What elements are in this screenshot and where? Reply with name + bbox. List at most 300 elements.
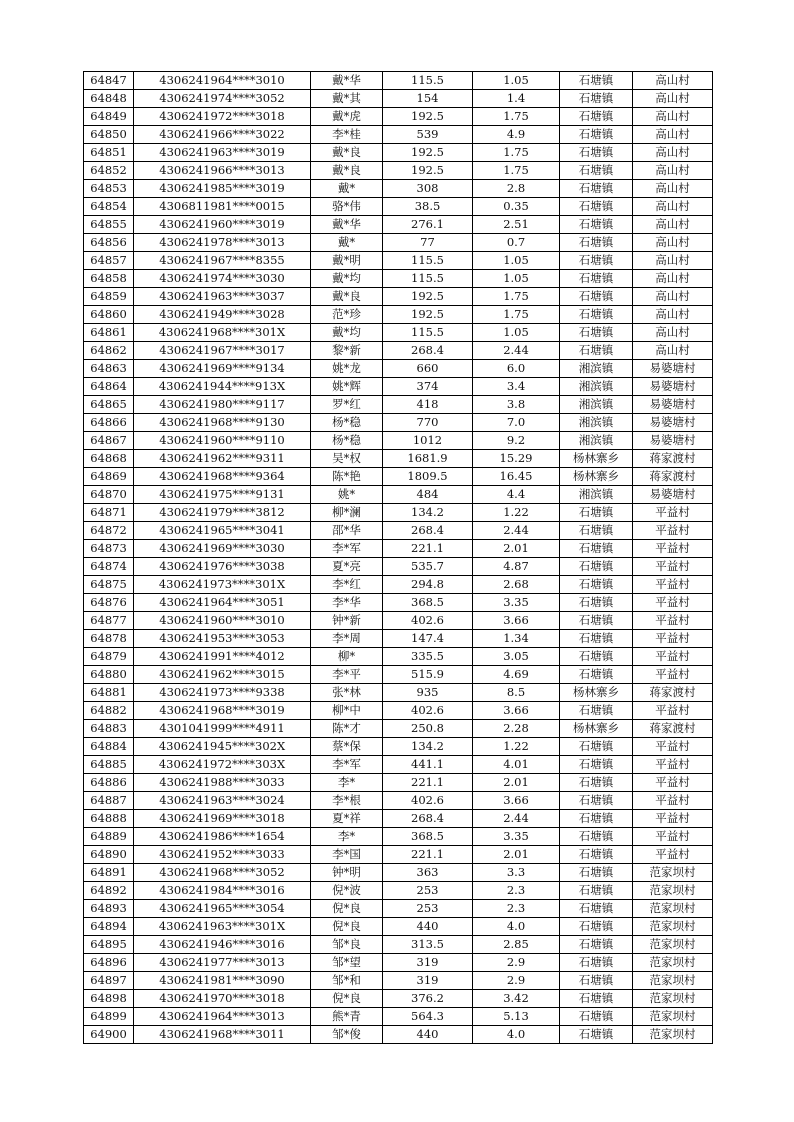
amount-cell: 3.66: [473, 702, 560, 720]
area-cell: 418: [383, 396, 473, 414]
name-cell: 邹*俊: [311, 1026, 383, 1044]
town-cell: 石塘镇: [560, 252, 633, 270]
village-cell: 平益村: [633, 846, 713, 864]
table-row: [84, 90, 713, 108]
table-row: [84, 144, 713, 162]
table-row: [84, 432, 713, 450]
serial-number-cell: 64864: [84, 378, 134, 396]
area-cell: 402.6: [383, 792, 473, 810]
serial-number-cell: 64867: [84, 432, 134, 450]
serial-number-cell: 64874: [84, 558, 134, 576]
name-cell: 柳*澜: [311, 504, 383, 522]
name-cell: 夏*亮: [311, 558, 383, 576]
serial-number-cell: 64875: [84, 576, 134, 594]
name-cell: 戴*良: [311, 162, 383, 180]
table-row: [84, 324, 713, 342]
amount-cell: 3.8: [473, 396, 560, 414]
area-cell: 368.5: [383, 828, 473, 846]
name-cell: 倪*良: [311, 990, 383, 1008]
name-cell: 戴*虎: [311, 108, 383, 126]
area-cell: 539: [383, 126, 473, 144]
area-cell: 402.6: [383, 702, 473, 720]
village-cell: 高山村: [633, 72, 713, 90]
serial-number-cell: 64868: [84, 450, 134, 468]
serial-number-cell: 64879: [84, 648, 134, 666]
town-cell: 杨林寨乡: [560, 684, 633, 702]
table-row: [84, 594, 713, 612]
serial-number-cell: 64852: [84, 162, 134, 180]
village-cell: 高山村: [633, 126, 713, 144]
amount-cell: 0.7: [473, 234, 560, 252]
serial-number-cell: 64895: [84, 936, 134, 954]
amount-cell: 16.45: [473, 468, 560, 486]
village-cell: 平益村: [633, 576, 713, 594]
area-cell: 1809.5: [383, 468, 473, 486]
amount-cell: 2.85: [473, 936, 560, 954]
village-cell: 范家坝村: [633, 918, 713, 936]
amount-cell: 1.34: [473, 630, 560, 648]
town-cell: 石塘镇: [560, 144, 633, 162]
village-cell: 平益村: [633, 630, 713, 648]
amount-cell: 3.42: [473, 990, 560, 1008]
id-card-cell: 4306241972****303X: [134, 756, 311, 774]
serial-number-cell: 64857: [84, 252, 134, 270]
area-cell: 313.5: [383, 936, 473, 954]
id-card-cell: 4306241963****301X: [134, 918, 311, 936]
village-cell: 平益村: [633, 774, 713, 792]
town-cell: 石塘镇: [560, 936, 633, 954]
id-card-cell: 4306241967****3017: [134, 342, 311, 360]
amount-cell: 2.44: [473, 342, 560, 360]
table-row: [84, 162, 713, 180]
amount-cell: 3.35: [473, 828, 560, 846]
amount-cell: 0.35: [473, 198, 560, 216]
area-cell: 402.6: [383, 612, 473, 630]
village-cell: 高山村: [633, 252, 713, 270]
town-cell: 石塘镇: [560, 990, 633, 1008]
id-card-cell: 4306241962****3015: [134, 666, 311, 684]
serial-number-cell: 64898: [84, 990, 134, 1008]
town-cell: 杨林寨乡: [560, 720, 633, 738]
serial-number-cell: 64894: [84, 918, 134, 936]
village-cell: 范家坝村: [633, 900, 713, 918]
name-cell: 戴*均: [311, 270, 383, 288]
village-cell: 平益村: [633, 594, 713, 612]
serial-number-cell: 64849: [84, 108, 134, 126]
table-row: [84, 234, 713, 252]
name-cell: 姚*辉: [311, 378, 383, 396]
serial-number-cell: 64848: [84, 90, 134, 108]
town-cell: 石塘镇: [560, 648, 633, 666]
serial-number-cell: 64887: [84, 792, 134, 810]
name-cell: 邹*望: [311, 954, 383, 972]
name-cell: 钟*新: [311, 612, 383, 630]
village-cell: 易婆塘村: [633, 414, 713, 432]
name-cell: 柳*中: [311, 702, 383, 720]
table-row: [84, 648, 713, 666]
village-cell: 高山村: [633, 198, 713, 216]
town-cell: 石塘镇: [560, 288, 633, 306]
amount-cell: 3.66: [473, 792, 560, 810]
area-cell: 935: [383, 684, 473, 702]
area-cell: 253: [383, 882, 473, 900]
area-cell: 276.1: [383, 216, 473, 234]
table-row: [84, 810, 713, 828]
name-cell: 戴*: [311, 180, 383, 198]
area-cell: 440: [383, 1026, 473, 1044]
table-row: [84, 216, 713, 234]
id-card-cell: 4306241986****1654: [134, 828, 311, 846]
name-cell: 柳*: [311, 648, 383, 666]
id-card-cell: 4306241979****3812: [134, 504, 311, 522]
town-cell: 石塘镇: [560, 810, 633, 828]
area-cell: 440: [383, 918, 473, 936]
amount-cell: 6.0: [473, 360, 560, 378]
id-card-cell: 4306241972****3018: [134, 108, 311, 126]
area-cell: 253: [383, 900, 473, 918]
id-card-cell: 4306241962****9311: [134, 450, 311, 468]
serial-number-cell: 64853: [84, 180, 134, 198]
amount-cell: 2.3: [473, 900, 560, 918]
serial-number-cell: 64897: [84, 972, 134, 990]
id-card-cell: 4306241963****3037: [134, 288, 311, 306]
village-cell: 高山村: [633, 342, 713, 360]
table-row: [84, 612, 713, 630]
name-cell: 李*桂: [311, 126, 383, 144]
id-card-cell: 4306241988****3033: [134, 774, 311, 792]
village-cell: 平益村: [633, 792, 713, 810]
id-card-cell: 4306241976****3038: [134, 558, 311, 576]
amount-cell: 3.4: [473, 378, 560, 396]
town-cell: 石塘镇: [560, 180, 633, 198]
id-card-cell: 4306241965****3054: [134, 900, 311, 918]
id-card-cell: 4306241960****3010: [134, 612, 311, 630]
id-card-cell: 4306241949****3028: [134, 306, 311, 324]
id-card-cell: 4306241963****3024: [134, 792, 311, 810]
area-cell: 376.2: [383, 990, 473, 1008]
area-cell: 1681.9: [383, 450, 473, 468]
town-cell: 石塘镇: [560, 828, 633, 846]
table-row: [84, 630, 713, 648]
table-row: [84, 252, 713, 270]
area-cell: 319: [383, 954, 473, 972]
amount-cell: 2.28: [473, 720, 560, 738]
table-row: [84, 540, 713, 558]
table-row: [84, 522, 713, 540]
id-card-cell: 4306241981****3090: [134, 972, 311, 990]
name-cell: 范*珍: [311, 306, 383, 324]
table-row: [84, 270, 713, 288]
village-cell: 高山村: [633, 162, 713, 180]
village-cell: 范家坝村: [633, 1026, 713, 1044]
village-cell: 范家坝村: [633, 972, 713, 990]
id-card-cell: 4306241964****3013: [134, 1008, 311, 1026]
town-cell: 石塘镇: [560, 126, 633, 144]
table-row: [84, 378, 713, 396]
serial-number-cell: 64854: [84, 198, 134, 216]
id-card-cell: 4306241969****3030: [134, 540, 311, 558]
amount-cell: 1.75: [473, 162, 560, 180]
id-card-cell: 4301041999****4911: [134, 720, 311, 738]
town-cell: 石塘镇: [560, 162, 633, 180]
id-card-cell: 4306241969****3018: [134, 810, 311, 828]
town-cell: 石塘镇: [560, 234, 633, 252]
area-cell: 770: [383, 414, 473, 432]
village-cell: 高山村: [633, 216, 713, 234]
area-cell: 221.1: [383, 774, 473, 792]
serial-number-cell: 64893: [84, 900, 134, 918]
table-row: [84, 702, 713, 720]
village-cell: 蒋家渡村: [633, 720, 713, 738]
area-cell: 115.5: [383, 270, 473, 288]
table-row: [84, 360, 713, 378]
amount-cell: 1.05: [473, 72, 560, 90]
amount-cell: 4.69: [473, 666, 560, 684]
village-cell: 平益村: [633, 504, 713, 522]
amount-cell: 2.44: [473, 810, 560, 828]
area-cell: 115.5: [383, 252, 473, 270]
serial-number-cell: 64855: [84, 216, 134, 234]
amount-cell: 4.9: [473, 126, 560, 144]
table-row: [84, 342, 713, 360]
village-cell: 平益村: [633, 756, 713, 774]
id-card-cell: 4306241980****9117: [134, 396, 311, 414]
table-row: [84, 720, 713, 738]
village-cell: 高山村: [633, 270, 713, 288]
town-cell: 石塘镇: [560, 864, 633, 882]
name-cell: 李*周: [311, 630, 383, 648]
serial-number-cell: 64899: [84, 1008, 134, 1026]
serial-number-cell: 64891: [84, 864, 134, 882]
serial-number-cell: 64886: [84, 774, 134, 792]
village-cell: 平益村: [633, 828, 713, 846]
town-cell: 石塘镇: [560, 756, 633, 774]
town-cell: 石塘镇: [560, 972, 633, 990]
village-cell: 范家坝村: [633, 990, 713, 1008]
town-cell: 湘滨镇: [560, 486, 633, 504]
table-row: [84, 306, 713, 324]
table-row: [84, 198, 713, 216]
amount-cell: 4.4: [473, 486, 560, 504]
serial-number-cell: 64860: [84, 306, 134, 324]
serial-number-cell: 64880: [84, 666, 134, 684]
town-cell: 湘滨镇: [560, 360, 633, 378]
village-cell: 平益村: [633, 558, 713, 576]
id-card-cell: 4306241968****3011: [134, 1026, 311, 1044]
amount-cell: 1.22: [473, 738, 560, 756]
table-row: [84, 882, 713, 900]
amount-cell: 2.01: [473, 540, 560, 558]
town-cell: 石塘镇: [560, 558, 633, 576]
id-card-cell: 4306241977****3013: [134, 954, 311, 972]
id-card-cell: 4306241968****3019: [134, 702, 311, 720]
id-card-cell: 4306241974****3052: [134, 90, 311, 108]
id-card-cell: 4306241963****3019: [134, 144, 311, 162]
area-cell: 115.5: [383, 324, 473, 342]
name-cell: 李*: [311, 774, 383, 792]
village-cell: 范家坝村: [633, 954, 713, 972]
serial-number-cell: 64851: [84, 144, 134, 162]
name-cell: 戴*华: [311, 216, 383, 234]
area-cell: 115.5: [383, 72, 473, 90]
name-cell: 黎*新: [311, 342, 383, 360]
name-cell: 杨*稳: [311, 432, 383, 450]
table-row: [84, 792, 713, 810]
id-card-cell: 4306241974****3030: [134, 270, 311, 288]
name-cell: 李*红: [311, 576, 383, 594]
name-cell: 钟*明: [311, 864, 383, 882]
town-cell: 石塘镇: [560, 522, 633, 540]
area-cell: 147.4: [383, 630, 473, 648]
village-cell: 范家坝村: [633, 1008, 713, 1026]
name-cell: 陈*才: [311, 720, 383, 738]
id-card-cell: 4306241944****913X: [134, 378, 311, 396]
amount-cell: 3.3: [473, 864, 560, 882]
amount-cell: 1.05: [473, 270, 560, 288]
amount-cell: 3.05: [473, 648, 560, 666]
id-card-cell: 4306241964****3051: [134, 594, 311, 612]
id-card-cell: 4306241978****3013: [134, 234, 311, 252]
area-cell: 192.5: [383, 144, 473, 162]
town-cell: 石塘镇: [560, 702, 633, 720]
amount-cell: 5.13: [473, 1008, 560, 1026]
id-card-cell: 4306241945****302X: [134, 738, 311, 756]
area-cell: 192.5: [383, 306, 473, 324]
amount-cell: 4.01: [473, 756, 560, 774]
table-row: [84, 774, 713, 792]
amount-cell: 1.4: [473, 90, 560, 108]
town-cell: 石塘镇: [560, 342, 633, 360]
table-row: [84, 1008, 713, 1026]
id-card-cell: 4306241966****3022: [134, 126, 311, 144]
serial-number-cell: 64896: [84, 954, 134, 972]
town-cell: 石塘镇: [560, 576, 633, 594]
serial-number-cell: 64900: [84, 1026, 134, 1044]
amount-cell: 1.75: [473, 108, 560, 126]
town-cell: 湘滨镇: [560, 396, 633, 414]
table-row: [84, 1026, 713, 1044]
town-cell: 石塘镇: [560, 954, 633, 972]
table-row: [84, 666, 713, 684]
table-row: [84, 864, 713, 882]
town-cell: 石塘镇: [560, 306, 633, 324]
amount-cell: 15.29: [473, 450, 560, 468]
name-cell: 倪*良: [311, 900, 383, 918]
serial-number-cell: 64861: [84, 324, 134, 342]
serial-number-cell: 64873: [84, 540, 134, 558]
village-cell: 平益村: [633, 540, 713, 558]
village-cell: 平益村: [633, 648, 713, 666]
town-cell: 杨林寨乡: [560, 450, 633, 468]
amount-cell: 2.68: [473, 576, 560, 594]
serial-number-cell: 64863: [84, 360, 134, 378]
table-row: [84, 918, 713, 936]
town-cell: 石塘镇: [560, 612, 633, 630]
table-row: [84, 756, 713, 774]
amount-cell: 3.66: [473, 612, 560, 630]
id-card-cell: 4306241973****9338: [134, 684, 311, 702]
name-cell: 张*林: [311, 684, 383, 702]
table-row: [84, 738, 713, 756]
serial-number-cell: 64885: [84, 756, 134, 774]
data-table: [83, 71, 713, 1044]
amount-cell: 7.0: [473, 414, 560, 432]
amount-cell: 2.9: [473, 954, 560, 972]
town-cell: 石塘镇: [560, 216, 633, 234]
town-cell: 石塘镇: [560, 846, 633, 864]
serial-number-cell: 64882: [84, 702, 134, 720]
amount-cell: 1.75: [473, 288, 560, 306]
name-cell: 姚*龙: [311, 360, 383, 378]
table-row: [84, 684, 713, 702]
village-cell: 高山村: [633, 108, 713, 126]
table-row: [84, 486, 713, 504]
serial-number-cell: 64871: [84, 504, 134, 522]
serial-number-cell: 64888: [84, 810, 134, 828]
town-cell: 杨林寨乡: [560, 468, 633, 486]
table-row: [84, 558, 713, 576]
amount-cell: 4.0: [473, 918, 560, 936]
id-card-cell: 4306241975****9131: [134, 486, 311, 504]
serial-number-cell: 64862: [84, 342, 134, 360]
town-cell: 石塘镇: [560, 90, 633, 108]
serial-number-cell: 64872: [84, 522, 134, 540]
amount-cell: 1.75: [473, 144, 560, 162]
village-cell: 平益村: [633, 738, 713, 756]
amount-cell: 2.3: [473, 882, 560, 900]
area-cell: 374: [383, 378, 473, 396]
id-card-cell: 4306241967****8355: [134, 252, 311, 270]
area-cell: 363: [383, 864, 473, 882]
town-cell: 石塘镇: [560, 774, 633, 792]
town-cell: 石塘镇: [560, 630, 633, 648]
village-cell: 高山村: [633, 180, 713, 198]
serial-number-cell: 64883: [84, 720, 134, 738]
village-cell: 易婆塘村: [633, 486, 713, 504]
name-cell: 邵*华: [311, 522, 383, 540]
id-card-cell: 4306241946****3016: [134, 936, 311, 954]
village-cell: 高山村: [633, 306, 713, 324]
serial-number-cell: 64877: [84, 612, 134, 630]
name-cell: 夏*祥: [311, 810, 383, 828]
amount-cell: 3.35: [473, 594, 560, 612]
town-cell: 石塘镇: [560, 594, 633, 612]
area-cell: 221.1: [383, 846, 473, 864]
town-cell: 湘滨镇: [560, 414, 633, 432]
town-cell: 石塘镇: [560, 1026, 633, 1044]
table-row: [84, 468, 713, 486]
town-cell: 石塘镇: [560, 324, 633, 342]
name-cell: 倪*良: [311, 918, 383, 936]
area-cell: 134.2: [383, 504, 473, 522]
town-cell: 石塘镇: [560, 666, 633, 684]
amount-cell: 8.5: [473, 684, 560, 702]
amount-cell: 4.0: [473, 1026, 560, 1044]
id-card-cell: 4306241952****3033: [134, 846, 311, 864]
area-cell: 441.1: [383, 756, 473, 774]
table-row: [84, 900, 713, 918]
id-card-cell: 4306241991****4012: [134, 648, 311, 666]
table-row: [84, 396, 713, 414]
area-cell: 308: [383, 180, 473, 198]
table-row: [84, 72, 713, 90]
name-cell: 李*平: [311, 666, 383, 684]
village-cell: 平益村: [633, 810, 713, 828]
name-cell: 李*军: [311, 756, 383, 774]
serial-number-cell: 64856: [84, 234, 134, 252]
id-card-cell: 4306241973****301X: [134, 576, 311, 594]
name-cell: 倪*波: [311, 882, 383, 900]
